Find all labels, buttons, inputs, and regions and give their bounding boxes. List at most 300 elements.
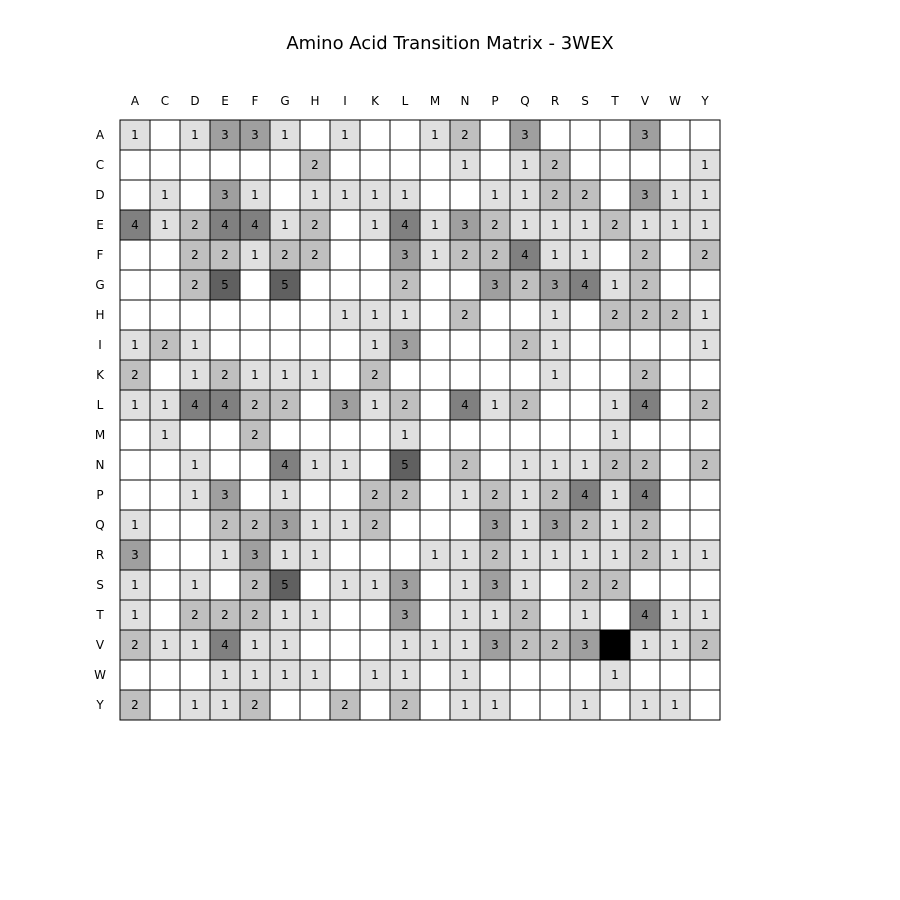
cell-value-label: 1 [251,638,259,652]
cell-value-label: 4 [191,398,199,412]
cell-value-label: 1 [371,308,379,322]
cell-value-label: 1 [191,488,199,502]
x-tick-label-P: P [491,94,499,108]
cell-value-label: 2 [251,698,259,712]
heatmap-cell [570,660,600,690]
cell-value-label: 3 [581,638,589,652]
x-tick-label-F: F [251,94,259,108]
y-tick-label-V: V [95,638,105,652]
cell-value-label: 1 [191,578,199,592]
cell-value-label: 1 [701,608,709,622]
heatmap-cell [660,510,690,540]
heatmap-cell [450,510,480,540]
cell-value-label: 2 [251,578,259,592]
cell-value-label: 2 [701,638,709,652]
cell-value-label: 1 [401,668,409,682]
heatmap-cell [660,240,690,270]
cell-value-label: 2 [221,608,229,622]
cell-value-label: 1 [641,698,649,712]
cell-value-label: 1 [701,338,709,352]
heatmap-cell [120,660,150,690]
heatmap-cell [270,690,300,720]
cell-value-label: 2 [641,278,649,292]
cell-value-label: 1 [191,698,199,712]
heatmap-cell [480,660,510,690]
cell-value-label: 1 [281,668,289,682]
cell-value-label: 3 [491,578,499,592]
cell-value-label: 2 [491,248,499,262]
cell-value-label: 2 [461,248,469,262]
x-tick-label-S: S [581,94,589,108]
heatmap-cell [570,120,600,150]
y-tick-label-D: D [95,188,105,202]
cell-value-label: 1 [311,518,319,532]
cell-value-label: 1 [611,488,619,502]
x-tick-label-T: T [611,94,619,108]
heatmap-cell [690,360,720,390]
y-tick-label-R: R [95,548,105,562]
heatmap-cell [420,180,450,210]
heatmap-cell [240,150,270,180]
cell-value-label: 1 [341,458,349,472]
cell-value-label: 1 [161,428,169,442]
cell-value-label: 3 [221,128,229,142]
cell-value-label: 3 [491,638,499,652]
cell-value-label: 3 [281,518,289,532]
y-tick-label-L: L [96,398,104,412]
cell-value-label: 1 [221,668,229,682]
heatmap-cell [360,600,390,630]
x-axis-labels [131,94,709,108]
cell-value-label: 1 [281,488,289,502]
y-tick-label-Q: Q [95,518,105,532]
heatmap-cell [390,120,420,150]
x-tick-label-R: R [550,94,560,108]
heatmap-cell [300,690,330,720]
heatmap-cell [420,390,450,420]
cell-value-label: 3 [401,608,409,622]
cell-value-label: 1 [281,608,289,622]
cell-value-label: 2 [461,458,469,472]
heatmap-cell [330,630,360,660]
heatmap-cell [300,120,330,150]
y-tick-label-G: G [95,278,105,292]
cell-value-label: 2 [131,698,139,712]
y-tick-label-A: A [95,128,105,142]
cell-value-label: 1 [551,368,559,382]
cell-value-label: 1 [191,458,199,472]
cell-value-label: 1 [251,668,259,682]
cell-value-label: 1 [161,188,169,202]
cell-value-label: 1 [311,458,319,472]
cell-value-label: 1 [461,668,469,682]
heatmap-cell [390,510,420,540]
heatmap-cell [390,360,420,390]
heatmap-cell [540,390,570,420]
cell-value-label: 2 [341,698,349,712]
cell-value-label: 1 [251,188,259,202]
cell-value-label: 3 [131,548,139,562]
heatmap-cell [540,660,570,690]
heatmap-cell [660,390,690,420]
heatmap-cell [300,570,330,600]
cell-value-label: 2 [551,158,559,172]
heatmap-cell [330,150,360,180]
heatmap-cells [120,120,720,720]
cell-value-label: 1 [311,368,319,382]
cell-value-label: 3 [251,548,259,562]
cell-value-label: 1 [281,128,289,142]
cell-value-label: 1 [431,638,439,652]
heatmap-cell [510,300,540,330]
heatmap-cell [360,240,390,270]
cell-value-label: 1 [131,608,139,622]
cell-value-label: 3 [221,188,229,202]
cell-value-label: 2 [641,518,649,532]
cell-value-label: 2 [191,608,199,622]
cell-value-label: 1 [521,578,529,592]
heatmap-cell [630,660,660,690]
x-tick-label-V: V [640,94,650,108]
y-tick-label-W: W [94,668,106,682]
cell-value-label: 1 [491,698,499,712]
heatmap-cell [660,150,690,180]
cell-value-label: 1 [611,278,619,292]
heatmap-cell [420,480,450,510]
cell-value-label: 3 [641,128,649,142]
heatmap-cell [570,420,600,450]
heatmap-cell [630,330,660,360]
heatmap-cell [300,390,330,420]
heatmap-cell [600,360,630,390]
heatmap-cell [210,570,240,600]
heatmap-cell [450,180,480,210]
cell-value-label: 1 [671,608,679,622]
cell-value-label: 4 [221,218,229,232]
heatmap-cell [420,450,450,480]
cell-value-label: 2 [401,698,409,712]
cell-value-label: 1 [491,398,499,412]
cell-value-label: 2 [371,488,379,502]
heatmap-cell [420,600,450,630]
cell-value-label: 2 [491,548,499,562]
cell-value-label: 1 [371,578,379,592]
cell-value-label: 3 [551,278,559,292]
cell-value-label: 1 [311,188,319,202]
y-tick-label-T: T [96,608,104,622]
cell-value-label: 1 [311,548,319,562]
heatmap-cell [360,630,390,660]
cell-value-label: 3 [641,188,649,202]
cell-value-label: 3 [551,518,559,532]
x-tick-label-Q: Q [520,94,530,108]
cell-value-label: 1 [641,218,649,232]
chart-title: Amino Acid Transition Matrix - 3WEX [286,33,614,54]
cell-value-label: 2 [401,488,409,502]
heatmap-cell [420,660,450,690]
cell-value-label: 2 [521,398,529,412]
cell-value-label: 1 [161,638,169,652]
cell-value-label: 3 [461,218,469,232]
heatmap-cell [240,330,270,360]
heatmap-cell [270,150,300,180]
cell-value-label: 1 [371,188,379,202]
heatmap-cell [660,330,690,360]
heatmap-cell [360,150,390,180]
cell-value-label: 1 [701,548,709,562]
heatmap-cell [690,570,720,600]
cell-value-label: 1 [311,608,319,622]
cell-value-label: 3 [521,128,529,142]
heatmap-cell [480,420,510,450]
heatmap-cell [690,690,720,720]
cell-value-label: 3 [491,518,499,532]
cell-value-label: 4 [521,248,529,262]
heatmap-cell [660,450,690,480]
cell-value-label: 1 [701,308,709,322]
heatmap-cell [270,420,300,450]
cell-value-label: 2 [701,248,709,262]
heatmap-cell [540,690,570,720]
heatmap-cell [180,540,210,570]
cell-value-label: 4 [251,218,259,232]
heatmap-cell [120,420,150,450]
cell-value-label: 2 [641,368,649,382]
cell-value-label: 1 [371,338,379,352]
heatmap-cell [570,150,600,180]
cell-value-label: 3 [221,488,229,502]
heatmap-cell [600,180,630,210]
cell-value-label: 5 [401,458,409,472]
cell-value-label: 3 [401,248,409,262]
cell-value-label: 2 [251,608,259,622]
x-tick-label-L: L [401,94,409,108]
cell-value-label: 2 [641,458,649,472]
y-tick-label-C: C [95,158,105,172]
cell-value-label: 1 [221,698,229,712]
heatmap-cell [570,390,600,420]
cell-value-label: 2 [551,188,559,202]
y-tick-label-P: P [96,488,104,502]
cell-value-label: 1 [371,668,379,682]
heatmap-cell [120,240,150,270]
cell-value-label: 2 [251,518,259,532]
y-tick-label-M: M [94,428,106,442]
cell-value-label: 4 [221,398,229,412]
heatmap-cell [540,120,570,150]
cell-value-label: 2 [311,218,319,232]
heatmap-cell [570,300,600,330]
heatmap-cell [420,150,450,180]
cell-value-label: 1 [671,638,679,652]
heatmap-cell [210,450,240,480]
heatmap-cell [150,540,180,570]
heatmap-cell [150,450,180,480]
heatmap-cell [150,690,180,720]
cell-value-label: 1 [701,188,709,202]
cell-value-label: 2 [131,368,139,382]
cell-value-label: 4 [581,488,589,502]
heatmap-cell [660,480,690,510]
x-tick-label-W: W [669,94,681,108]
heatmap-cell [120,180,150,210]
cell-value-label: 1 [461,698,469,712]
heatmap-cell [450,420,480,450]
heatmap-cell [630,570,660,600]
cell-value-label: 1 [641,638,649,652]
heatmap-cell [480,300,510,330]
heatmap-cell [480,150,510,180]
heatmap-cell [360,540,390,570]
cell-value-label: 1 [131,128,139,142]
cell-value-label: 1 [281,638,289,652]
cell-value-label: 2 [701,398,709,412]
heatmap-cell [120,300,150,330]
cell-value-label: 2 [581,578,589,592]
cell-value-label: 2 [281,248,289,262]
cell-value-label: 3 [491,278,499,292]
heatmap-cell [180,510,210,540]
cell-value-label: 8 [611,638,619,652]
cell-value-label: 2 [221,248,229,262]
heatmap-cell [150,300,180,330]
cell-value-label: 1 [551,308,559,322]
heatmap-cell [120,450,150,480]
y-tick-label-S: S [96,578,104,592]
heatmap-cell [420,510,450,540]
heatmap-cell [330,210,360,240]
heatmap-cell [120,480,150,510]
cell-value-label: 1 [551,548,559,562]
heatmap-cell [240,300,270,330]
cell-value-label: 1 [491,608,499,622]
cell-value-label: 2 [611,578,619,592]
cell-value-label: 1 [371,398,379,412]
cell-value-label: 1 [581,458,589,472]
cell-value-label: 1 [371,218,379,232]
cell-value-label: 2 [611,218,619,232]
heatmap-cell [480,120,510,150]
heatmap-cell [300,270,330,300]
cell-value-label: 1 [521,158,529,172]
cell-value-label: 1 [191,368,199,382]
cell-value-label: 1 [671,548,679,562]
heatmap-cell [210,150,240,180]
cell-value-label: 1 [431,248,439,262]
cell-value-label: 5 [221,278,229,292]
heatmap-cell [120,270,150,300]
cell-value-label: 2 [551,488,559,502]
heatmap-cell [240,270,270,300]
cell-value-label: 2 [161,338,169,352]
heatmap-cell [330,420,360,450]
cell-value-label: 1 [401,638,409,652]
heatmap-cell [210,420,240,450]
x-tick-label-I: I [343,94,347,108]
cell-value-label: 1 [191,128,199,142]
cell-value-label: 1 [581,218,589,232]
cell-value-label: 1 [611,518,619,532]
heatmap-cell [690,120,720,150]
cell-value-label: 2 [251,428,259,442]
heatmap-cell [180,180,210,210]
heatmap-cell [510,420,540,450]
heatmap-cell [330,240,360,270]
heatmap-cell [330,360,360,390]
cell-value-label: 1 [431,548,439,562]
cell-value-label: 3 [401,338,409,352]
cell-value-label: 1 [131,578,139,592]
cell-value-label: 1 [431,128,439,142]
heatmap-cell [540,570,570,600]
y-tick-label-I: I [98,338,102,352]
heatmap-cell [690,510,720,540]
cell-value-label: 1 [521,188,529,202]
heatmap-cell [150,510,180,540]
cell-value-label: 1 [251,248,259,262]
cell-value-label: 4 [281,458,289,472]
x-tick-label-C: C [160,94,170,108]
x-tick-label-H: H [310,94,320,108]
cell-value-label: 1 [461,578,469,592]
heatmap-cell [300,630,330,660]
heatmap-cell [120,150,150,180]
cell-value-label: 2 [311,248,319,262]
heatmap-cell [360,450,390,480]
cell-value-label: 1 [521,488,529,502]
cell-value-label: 2 [521,608,529,622]
y-tick-label-F: F [96,248,104,262]
heatmap-cell [660,420,690,450]
cell-value-label: 2 [611,458,619,472]
y-tick-label-E: E [96,218,104,232]
cell-value-label: 1 [161,398,169,412]
cell-value-label: 1 [341,518,349,532]
heatmap-cell [600,120,630,150]
cell-value-label: 1 [551,248,559,262]
cell-value-label: 1 [341,128,349,142]
cell-value-label: 4 [641,488,649,502]
heatmap-cell [420,270,450,300]
cell-value-label: 4 [401,218,409,232]
cell-value-label: 2 [371,518,379,532]
cell-value-label: 2 [191,278,199,292]
cell-value-label: 2 [581,518,589,532]
heatmap-cell [360,120,390,150]
cell-value-label: 4 [221,638,229,652]
heatmap-cell [660,360,690,390]
heatmap-cell [690,660,720,690]
heatmap-cell [150,240,180,270]
cell-value-label: 1 [131,398,139,412]
heatmap-cell [150,570,180,600]
cell-value-label: 1 [521,458,529,472]
cell-value-label: 1 [191,338,199,352]
cell-value-label: 2 [521,338,529,352]
cell-value-label: 2 [611,308,619,322]
cell-value-label: 2 [401,278,409,292]
heatmap-cell [690,420,720,450]
cell-value-label: 1 [551,458,559,472]
heatmap-cell [420,420,450,450]
heatmap-cell [330,330,360,360]
cell-value-label: 2 [131,638,139,652]
heatmap-cell [420,690,450,720]
heatmap-cell [330,660,360,690]
heatmap-cell [300,420,330,450]
heatmap-cell [540,600,570,630]
x-tick-label-E: E [221,94,229,108]
